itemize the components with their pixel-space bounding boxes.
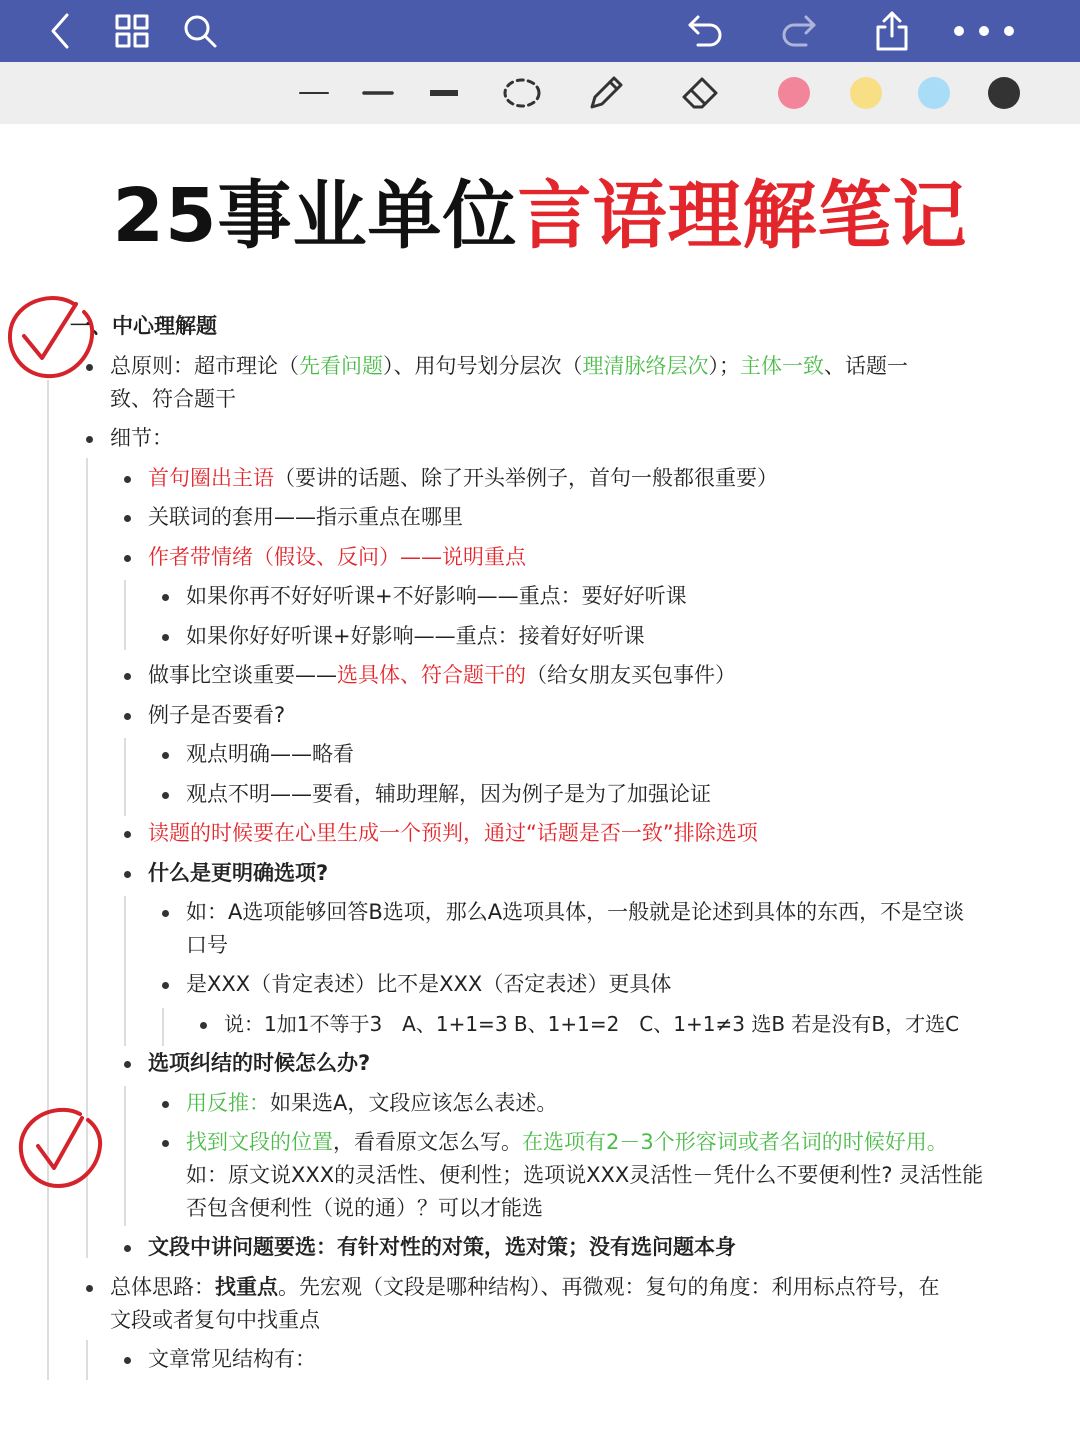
- outline-guide-level4: [162, 1008, 164, 1046]
- title-black-part: 25事业单位: [112, 173, 518, 259]
- outline-guide-level2b: [86, 1340, 88, 1380]
- list-item-continuation: [110, 1304, 320, 1337]
- list-item-continuation: [186, 1159, 983, 1192]
- red-check-annotation-icon: [4, 290, 100, 390]
- list-item: [148, 1231, 736, 1264]
- outline-guide-level3a: [124, 580, 126, 650]
- color-swatch-blue[interactable]: [916, 62, 952, 124]
- bullet: [200, 1022, 207, 1029]
- text-green: 在选项有2－3个形容词或者名词的时候好用。: [522, 1130, 948, 1154]
- list-item: [148, 1047, 370, 1080]
- bullet: [162, 594, 169, 601]
- list-item: [110, 1271, 940, 1304]
- bullet: [124, 476, 131, 483]
- text: 否包含便利性（说的通）？可以才能选: [186, 1196, 543, 1220]
- text: 总原则：超市理论（: [110, 354, 299, 378]
- top-app-bar: [0, 0, 1080, 62]
- text: ）；: [708, 354, 740, 378]
- text: （要讲的话题、除了开头举例子，首句一般都很重要）: [274, 466, 778, 490]
- heading-text: 一、中心理解题: [70, 314, 217, 338]
- text-green: 先看问题: [299, 354, 383, 378]
- list-item: [148, 462, 778, 495]
- bullet: [86, 436, 93, 443]
- list-item: [110, 350, 908, 383]
- color-swatch-black[interactable]: [986, 62, 1022, 124]
- text-bold: 文段中讲问题要选：有针对性的对策，选对策；没有选问题本身: [148, 1235, 736, 1259]
- text: 例子是否要看?: [148, 703, 286, 727]
- back-icon[interactable]: [38, 0, 82, 62]
- bullet: [162, 634, 169, 641]
- text: 文章常见结构有：: [148, 1347, 316, 1371]
- outline-guide-level3d: [124, 1086, 126, 1226]
- thin-line-icon[interactable]: [296, 62, 332, 124]
- bullet: [124, 1245, 131, 1252]
- list-item: [186, 896, 964, 929]
- text: 致、符合题干: [110, 387, 236, 411]
- more-icon[interactable]: [948, 0, 1020, 62]
- text: ，看看原文怎么写。: [333, 1130, 522, 1154]
- color-swatch-pink[interactable]: [776, 62, 812, 124]
- undo-icon[interactable]: [682, 0, 730, 62]
- grid-icon[interactable]: [110, 0, 154, 62]
- search-icon[interactable]: [178, 0, 222, 62]
- bullet: [124, 1357, 131, 1364]
- bullet: [124, 831, 131, 838]
- text: 做事比空谈重要——: [148, 663, 337, 687]
- text-green: 理清脉络层次: [582, 354, 709, 378]
- bullet: [124, 1061, 131, 1068]
- color-swatch-yellow[interactable]: [848, 62, 884, 124]
- text: 如：A选项能够回答B选项，那么A选项具体，一般就是论述到具体的东西，不是空谈: [186, 900, 965, 924]
- outline-guide-level1: [47, 380, 49, 1380]
- bullet: [124, 871, 131, 878]
- bullet: [124, 673, 131, 680]
- list-item: [110, 422, 173, 455]
- outline-guide-level3c: [124, 896, 126, 1046]
- list-item: [186, 778, 711, 811]
- text: 如果选A，文段应该怎么表述。: [270, 1091, 558, 1115]
- text: （给女朋友买包事件）: [526, 663, 736, 687]
- list-item: [186, 968, 671, 1001]
- list-item: [148, 659, 736, 692]
- text: 说：1加1不等于3 A、1+1=3 B、1+1=2 C、1+1≠3 选B 若是没有B，才选C: [224, 1012, 960, 1036]
- text: 口号: [186, 933, 228, 957]
- bullet: [124, 515, 131, 522]
- list-item: [148, 817, 758, 850]
- text-red: 读题的时候要在心里生成一个预判，通过“话题是否一致”排除选项: [148, 821, 758, 845]
- bullet: [124, 713, 131, 720]
- list-item: [148, 501, 463, 534]
- text-red: 选具体、符合题干的: [337, 663, 526, 687]
- list-item: [148, 699, 285, 732]
- text: 是XXX（肯定表述）比不是XXX（否定表述）更具体: [186, 972, 672, 996]
- text-green: 找到文段的位置: [186, 1130, 333, 1154]
- text: 、话题一: [824, 354, 908, 378]
- list-item: [148, 857, 328, 890]
- bullet: [162, 910, 169, 917]
- text: 如果你好好听课+好影响——重点：接着好好听课: [186, 624, 645, 648]
- text: 观点不明——要看，辅助理解，因为例子是为了加强论证: [186, 782, 711, 806]
- medium-line-icon[interactable]: [360, 62, 396, 124]
- bullet: [124, 555, 131, 562]
- list-item: [186, 620, 645, 653]
- text: 细节：: [110, 426, 173, 450]
- bullet: [162, 792, 169, 799]
- bullet: [162, 1140, 169, 1147]
- bullet: [162, 982, 169, 989]
- text: ）、用句号划分层次（: [383, 354, 583, 378]
- bullet: [162, 752, 169, 759]
- text: 关联词的套用——指示重点在哪里: [148, 505, 463, 529]
- list-item: [186, 738, 354, 771]
- redo-icon[interactable]: [774, 0, 822, 62]
- bullet: [86, 1285, 93, 1292]
- text-green: 用反推：: [186, 1091, 270, 1115]
- text: 观点明确——略看: [186, 742, 354, 766]
- list-item: [224, 1008, 959, 1041]
- text-bold: 选项纠结的时候怎么办?: [148, 1051, 371, 1075]
- text: 总体思路：: [110, 1275, 215, 1299]
- list-item-continuation: [186, 929, 228, 962]
- text-red: 作者带情绪（假设、反问）——说明重点: [148, 545, 526, 569]
- list-item-continuation: [186, 1192, 543, 1225]
- text-bold: 什么是更明确选项?: [148, 861, 329, 885]
- red-check-annotation-icon: [16, 1104, 106, 1198]
- list-item: [186, 1126, 948, 1159]
- text: 文段或者复句中找重点: [110, 1308, 320, 1332]
- lasso-icon[interactable]: [500, 62, 544, 124]
- title-red-part: 言语理解笔记: [517, 173, 968, 259]
- bullet: [162, 1101, 169, 1108]
- list-item: [148, 541, 526, 574]
- list-item-continuation: [110, 383, 236, 416]
- text-green: 主体一致: [740, 354, 824, 378]
- drawing-toolbar: [0, 62, 1080, 124]
- list-item: [186, 1087, 557, 1120]
- text-bold: 找重点: [215, 1275, 278, 1299]
- list-item: [186, 580, 687, 613]
- text: 。先宏观（文段是哪种结构）、再微观：复句的角度：利用标点符号，在: [278, 1275, 940, 1299]
- page-title: [0, 168, 1080, 264]
- list-item: [148, 1343, 316, 1376]
- eraser-icon[interactable]: [678, 62, 722, 124]
- share-icon[interactable]: [868, 0, 916, 62]
- thick-line-icon[interactable]: [426, 62, 462, 124]
- pencil-icon[interactable]: [584, 62, 628, 124]
- text: 如果你再不好好听课+不好影响——重点：要好好听课: [186, 584, 687, 608]
- text-red: 首句圈出主语: [148, 466, 274, 490]
- outline-guide-level3b: [124, 738, 126, 816]
- text: 如：原文说XXX的灵活性、便利性；选项说XXX灵活性－凭什么不要便利性? 灵活性能: [186, 1163, 984, 1187]
